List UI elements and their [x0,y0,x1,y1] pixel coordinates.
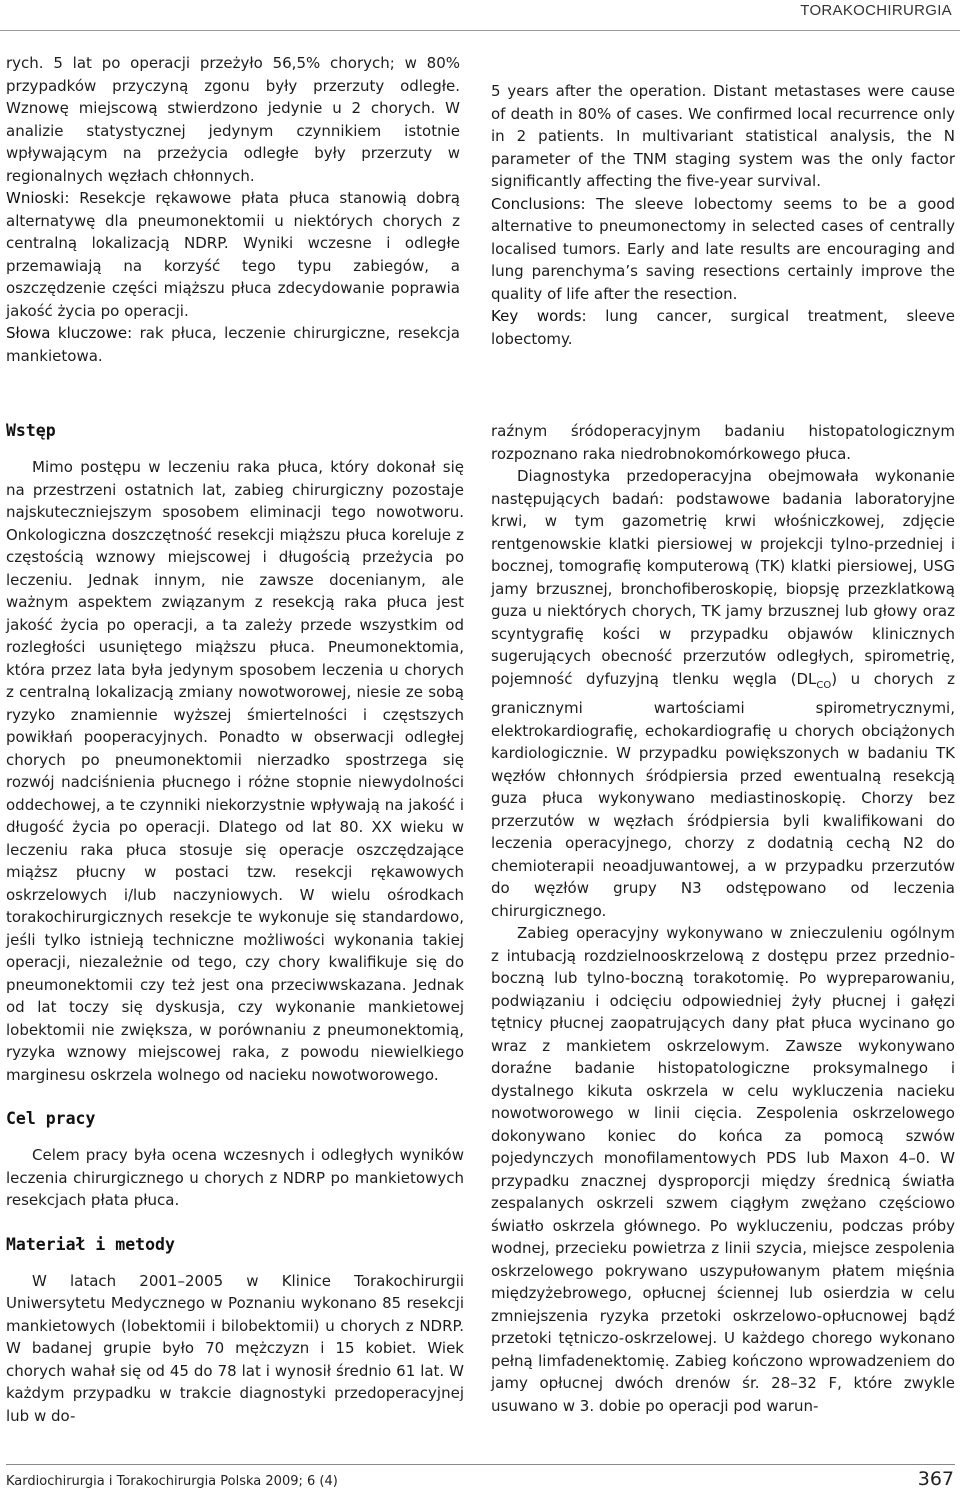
aim-paragraph: Celem pracy była ocena wczesnych i odległych wyników leczenia chirurgicznego u chorych z NDRP po mankietowych resekcjach płata płuca. [6,1146,464,1209]
continued-paragraph: raźnym śródoperacyjnym badaniu histopatologicznym rozpoznano raka niedrobnokomórkowego płuca. [491,422,955,463]
footer-rule [6,1464,955,1465]
diagnostics-text-a: Diagnostyka przedoperacyjna obejmowała wykonanie następujących badań: podstawowe badania laboratoryjne krwi, w tym gazometrię krwi włośniczkowej, zdjęcie rentgenowskie klatki piersiowej w projekcji tylno-przedniej i bocznej, tomografię komputerową (TK) klatki piersiowej, USG jamy brzusznej, bronchofiberoskopię, biopsję przezklatkową guza u niektórych chorych, TK jamy brzusznej lub głowy oraz scyntygrafię kości w przypadku objawów klinicznych sugerujących obecność przerzutów odległych, spirometrię, pojemność dyfuzyjną tlenku węgla (DL [491,467,955,688]
abstract-conclusions-en [491,193,955,306]
keywords-label-en: Key words: [491,307,587,325]
body-left-column [6,420,464,1427]
surgery-paragraph: Zabieg operacyjny wykonywano w znieczuleniu ogólnym z intubacją rozdzielnooskrzelową z dostępu przez przednio-boczną lub tylno-boczną torakotomię. Po wypreparowaniu, podwiązaniu i odcięciu odpowiedniej żyły płucnej i gałęzi tętnicy płucnej zaopatrujących dany płat płuca wycinano go wraz z mankietem oskrzelowym. Zawsze wykonywano doraźne badanie histopatologiczne proksymalnego i dystalnego kikuta oskrzela w celu wykluczenia nacieku nowotworowego w linii cięcia. Zespolenia oskrzelowego dokonywano koniec do końca za pomocą szwów pojedynczych monofilamentowych PDS lub Maxon 4–0. W przypadku znacznej dysproporcji między średnicą światła zespalanych oskrzeli szwem ciągłym zwężano częściowo światło oskrzela głównego. Po wykluczeniu, podczas próby wodnej, przecieku powietrza z linii szycia, miejsce zespolenia oskrzelowego pokrywano uszypułowanym płatem mięśnia międzyżebrowego, opłucnej ściennej lub osierdzia w celu zmniejszenia ryzyka przetoki oskrzelowo-opłucnowej bądź przetoki tętniczo-oskrzelowej. U każdego chorego wykonano pełną limfadenektomię. Zabieg kończono wprowadzeniem do jamy opłucnej dwóch drenów śr. 28–32 F, które zwykle usuwano w 3. dobie po operacji pod warun- [491,924,955,1415]
methods-paragraph: W latach 2001–2005 w Klinice Torakochirurgii Uniwersytetu Medycznego w Poznaniu wykonano 85 resekcji mankietowych (lobektomii i bilobektomii) u chorych z NDRP. W badanej grupie było 70 mężczyzn i 15 kobiet. Wiek chorych wahał się od 45 do 78 lat i wynosił średnio 61 lat. W każdym przypadku w trakcie diagnostyki przedoperacyjnej lub w do- [6,1271,464,1425]
journal-issue: 2009; 6 (4) [261,1474,338,1489]
abstract-results-tail-en: 5 years after the operation. Distant metastases were cause of death in 80% of cases. We confirmed local recurrence only in 2 patients. In multivariant statistical analysis, the N parameter of the TNM staging system was the only factor significantly affecting the five-year survival. [491,82,955,190]
abstract-conclusions [6,187,460,322]
abstract-polish [6,52,460,367]
abstract-results-tail: rych. 5 lat po operacji przeżyło 56,5% chorych; w 80% przypadków przyczyną zgonu były przerzuty odległe. Wznowę miejscową stwierdzono jedynie u 2 chorych. W analizie statystycznej jedynym czynnikiem istotnie wpływającym na przeżycia odległe były przerzuty w regionalnych węzłach chłonnych. [6,54,460,185]
page-number: 367 [917,1468,954,1490]
abstract-english [491,80,955,350]
conclusions-label-en: Conclusions: [491,194,586,213]
conclusions-text: Resekcje rękawowe płata płuca stanowią dobrą alternatywę dla pneumonektomii u niektórych chorych z centralną lokalizacją NDRP. Wyniki wczesne i odległe przemawiają na korzyść tego typu zabiegów, a oszczędzenie części miąższu płuca zdecydowanie poprawia jakość życia po operacji. [6,189,460,320]
journal-name: Kardiochirurgia i Torakochirurgia Polska [6,1474,262,1489]
body-right-column [491,420,955,1417]
keywords-text: rak płuca, leczenie chirurgiczne, resekcja mankietowa. [6,324,460,365]
intro-paragraph: Mimo postępu w leczeniu raka płuca, który dokonał się na przestrzeni ostatnich lat, zabieg chirurgiczny pozostaje najskuteczniejszym sposobem eliminacji tego nowotworu. Onkologiczna doszczętność resekcji miąższu płuca koreluje z częstością wznowy miejscowej i długością przeżycia po leczeniu. Jednak innym, nie zawsze docenianym, ale ważnym aspektem związanym z resekcją raka płuca jest jakość życia po operacji, a ta zależy przede wszystkim od rozległości usuniętego miąższu płuca. Pneumonektomia, która przez lata była jedynym sposobem leczenia u chorych z centralną lokalizacją zmiany nowotworowej, niesie ze sobą ryzyko znamiennie wyższej śmiertelności i częstszych powikłań pooperacyjnych. Ponadto w obserwacji odległej chorych po pneumonektomii nierzadko spostrzega się rozwój nadciśnienia płucnego i różne stopnie niewydolności oddechowej, a te czynniki niekorzystnie wpływają na jakość i długość życia po operacji. Dlatego od lat 80. XX wieku w leczeniu raka płuca stosuje się operacje oszczędzające miąższ płucny w postaci tzw. resekcji rękawowych oskrzelowych i/lub naczyniowych. W wielu ośrodkach torakochirurgicznych resekcje te wykonuje się standardowo, jeśli tylko istnieją techniczne możliwości wykonania takiej operacji, niezależnie od tego, czy chory kwalifikuje się do pneumonektomii czy też jest ona przeciwwskazana. Jednak od lat toczy się dyskusja, czy wykonanie mankietowej lobektomii nie zwiększa, w porównaniu z pneumonektomią, ryzyka wznowy miejscowej raka, z powodu niewielkiego marginesu oskrzela wolnego od nacieku nowotworowego. [6,458,464,1084]
section-title: TORAKOCHIRURGIA [800,2,952,19]
diagnostics-paragraph [491,465,955,922]
running-header [0,0,960,30]
aim-heading: Cel pracy [6,1109,96,1128]
dlco-subscript: CO [816,679,832,691]
conclusions-text-en: The sleeve lobectomy seems to be a good alternative to pneumonectomy in selected cases of centrally localised tumors. Early and late results are encouraging and lung parenchyma’s saving resections certainly improve the quality of life after the resection. [491,194,955,303]
header-rule [0,30,960,31]
intro-heading: Wstęp [6,421,56,440]
conclusions-label: Wnioski: [6,189,70,207]
abstract-keywords [6,322,460,367]
diagnostics-text-b: ) u chorych z granicznymi wartościami spirometrycznymi, elektrokardiografię, echokardiografię u chorych obciążonych kardiologicznie. W przypadku powiększonych w badaniu TK węzłów chłonnych śródpiersia przed ewentualną resekcją guza płuca wykonywano mediastinoskopię. Chorzy bez przerzutów w węzłach śródpiersia byli kwalifikowani do leczenia operacyjnego, chorzy z dodatnią cechą N2 do chemioterapii neoadjuwantowej, a w przypadku przerzutów do węzłów grupy N3 odstępowano od leczenia chirurgicznego. [491,669,956,920]
abstract-keywords-en [491,305,955,350]
keywords-label: Słowa kluczowe: [6,324,133,342]
keywords-text-en: lung cancer, surgical treatment, sleeve lobectomy. [491,307,956,348]
footer-journal [6,1474,338,1489]
methods-heading: Materiał i metody [6,1234,175,1254]
